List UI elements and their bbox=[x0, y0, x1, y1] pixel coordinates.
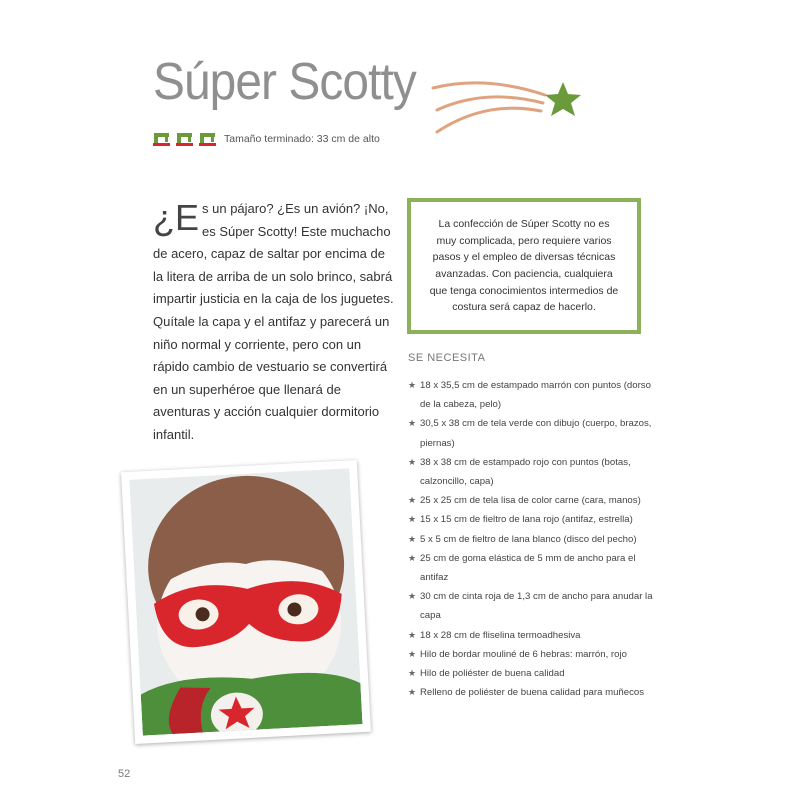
intro-text: s un pájaro? ¿Es un avión? ¡No, es Súper Scotty! Este muchacho de acero, capaz de saltar por encima de la litera de arriba de un solo brinco, sabrá impartir justicia en la caja de los juguetes. Quítale la capa y el antifaz y parecerá un niño normal y corriente, pero con un rápido cambio de vestuario se convertirá en un superhéroe que llenará de aventuras y acción cualquier dormitorio infantil. bbox=[153, 201, 394, 442]
dropcap: ¿E bbox=[153, 197, 200, 238]
material-item bbox=[408, 664, 658, 683]
material-item bbox=[408, 414, 658, 452]
star-bullet-icon: ★ bbox=[408, 591, 417, 602]
material-text: 30,5 x 38 cm de tela verde con dibujo (cuerpo, brazos, piernas) bbox=[420, 418, 652, 449]
materials-list bbox=[408, 376, 658, 702]
star-bullet-icon: ★ bbox=[408, 533, 417, 544]
star-bullet-icon: ★ bbox=[408, 687, 417, 698]
material-text: Relleno de poliéster de buena calidad para muñecos bbox=[420, 687, 645, 699]
finished-size: Tamaño terminado: 33 cm de alto bbox=[224, 133, 380, 145]
star-bullet-icon: ★ bbox=[408, 629, 417, 640]
difficulty-icons bbox=[153, 132, 216, 146]
doll-photo bbox=[121, 460, 371, 744]
star-bullet-icon: ★ bbox=[408, 495, 417, 506]
material-item bbox=[408, 510, 658, 529]
material-text: 18 x 28 cm de fliselina termoadhesiva bbox=[420, 629, 581, 641]
sewing-machine-icon bbox=[199, 132, 216, 146]
page-title: Súper Scotty bbox=[153, 53, 416, 111]
material-text: 5 x 5 cm de fieltro de lana blanco (disco del pecho) bbox=[420, 533, 637, 545]
star-bullet-icon: ★ bbox=[408, 668, 417, 679]
material-item bbox=[408, 491, 658, 510]
intro-paragraph bbox=[153, 198, 398, 447]
difficulty-row bbox=[153, 132, 380, 146]
materials-heading: SE NECESITA bbox=[408, 352, 486, 364]
sewing-machine-icon bbox=[176, 132, 193, 146]
material-item bbox=[408, 453, 658, 491]
material-text: 25 x 25 cm de tela lisa de color carne (cara, manos) bbox=[420, 495, 641, 507]
material-item bbox=[408, 587, 658, 625]
star-bullet-icon: ★ bbox=[408, 456, 417, 467]
material-item bbox=[408, 376, 658, 414]
shooting-star-icon bbox=[425, 70, 595, 150]
material-item bbox=[408, 530, 658, 549]
material-text: 18 x 35,5 cm de estampado marrón con puntos (dorso de la cabeza, pelo) bbox=[420, 380, 651, 411]
material-text: Hilo de poliéster de buena calidad bbox=[420, 668, 565, 680]
star-bullet-icon: ★ bbox=[408, 648, 417, 659]
difficulty-callout bbox=[407, 198, 641, 334]
material-text: 15 x 15 cm de fieltro de lana rojo (antifaz, estrella) bbox=[420, 514, 633, 526]
material-text: 25 cm de goma elástica de 5 mm de ancho para el antifaz bbox=[420, 552, 636, 584]
material-item bbox=[408, 626, 658, 645]
material-item bbox=[408, 683, 658, 702]
material-text: Hilo de bordar mouliné de 6 hebras: marrón, rojo bbox=[420, 648, 627, 660]
material-item bbox=[408, 549, 658, 587]
star-bullet-icon: ★ bbox=[408, 552, 417, 563]
star-bullet-icon: ★ bbox=[408, 380, 417, 390]
material-item bbox=[408, 645, 658, 664]
star-bullet-icon: ★ bbox=[408, 514, 417, 525]
star-bullet-icon: ★ bbox=[408, 418, 417, 429]
page-number: 52 bbox=[118, 768, 131, 780]
sewing-machine-icon bbox=[153, 132, 170, 146]
material-text: 30 cm de cinta roja de 1,3 cm de ancho para anudar la capa bbox=[420, 591, 653, 622]
material-text: 38 x 38 cm de estampado rojo con puntos (botas, calzoncillo, capa) bbox=[420, 456, 631, 488]
callout-text: La confección de Súper Scotty no es muy complicada, pero requiere varios pasos y el empleo de diversas técnicas avanzadas. Con paciencia, cualquiera que tenga conocimientos intermedios de costura será capaz de hacerlo. bbox=[429, 218, 619, 314]
doll-photo-image bbox=[129, 468, 362, 735]
